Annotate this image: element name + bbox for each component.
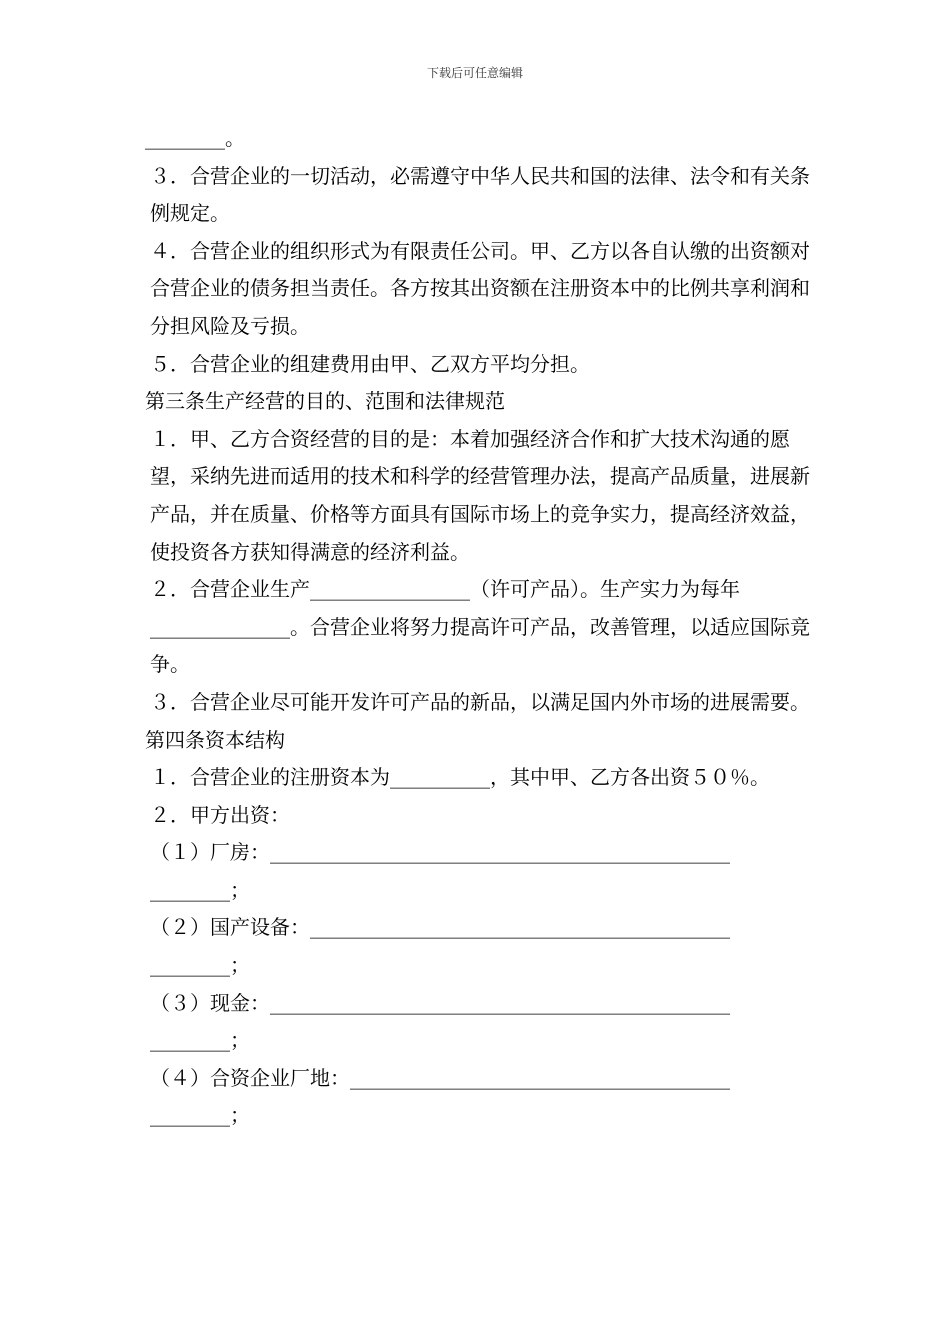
paragraph-item-1-factory: （１）厂房：______________________________________________ ________； [150,840,737,902]
paragraph-clause-4-organization: ４．合营企业的组织形式为有限责任公司。甲、乙方以各自认缴的出资额对合营企业的债务担当责任。各方按其出资额在注册资本中的比例共享利润和分担风险及亏损。 [150,238,810,338]
document-body [145,120,810,1135]
paragraph-blank-end: ________。 [145,126,245,150]
paragraph-clause-3-laws: ３．合营企业的一切活动，必需遵守中华人民共和国的法律、法令和有关条例规定。 [150,163,810,226]
paragraph-art4-clause-1: １．合营企业的注册资本为__________，其中甲、乙方各出资５０％。 [150,765,770,790]
article-3-heading: 第三条生产经营的目的、范围和法律规范 [145,389,505,414]
article-4-heading: 第四条资本结构 [145,727,285,752]
paragraph-art4-clause-2: ２．甲方出资： [150,802,290,827]
paragraph-clause-5-costs: ５．合营企业的组建费用由甲、乙双方平均分担。 [150,351,590,376]
paragraph-art3-clause-2: ２．合营企业生产________________（许可产品）。生产实力为每年______________。合营企业将努力提高许可产品，改善管理，以适应国际竞争。 [150,577,810,677]
paragraph-art3-clause-1: １．甲、乙方合资经营的目的是：本着加强经济合作和扩大技术沟通的愿望，采纳先进而适用的技术和科学的经营管理办法，提高产品质量，进展新产品，并在质量、价格等方面具有国际市场上的竞争实力，提高经济效益，使投资各方获知得满意的经济利益。 [150,426,810,564]
paragraph-art3-clause-3: ３．合营企业尽可能开发许可产品的新品，以满足国内外市场的进展需要。 [150,689,810,714]
page-header: 下载后可任意编辑 [426,66,523,80]
paragraph-item-2-equipment: （２）国产设备：__________________________________________ ________； [150,915,737,978]
paragraph-item-3-cash: （３）现金：______________________________________________ ________； [150,990,737,1053]
paragraph-item-4-site: （４）合资企业厂地：______________________________________ ________； [150,1065,737,1128]
